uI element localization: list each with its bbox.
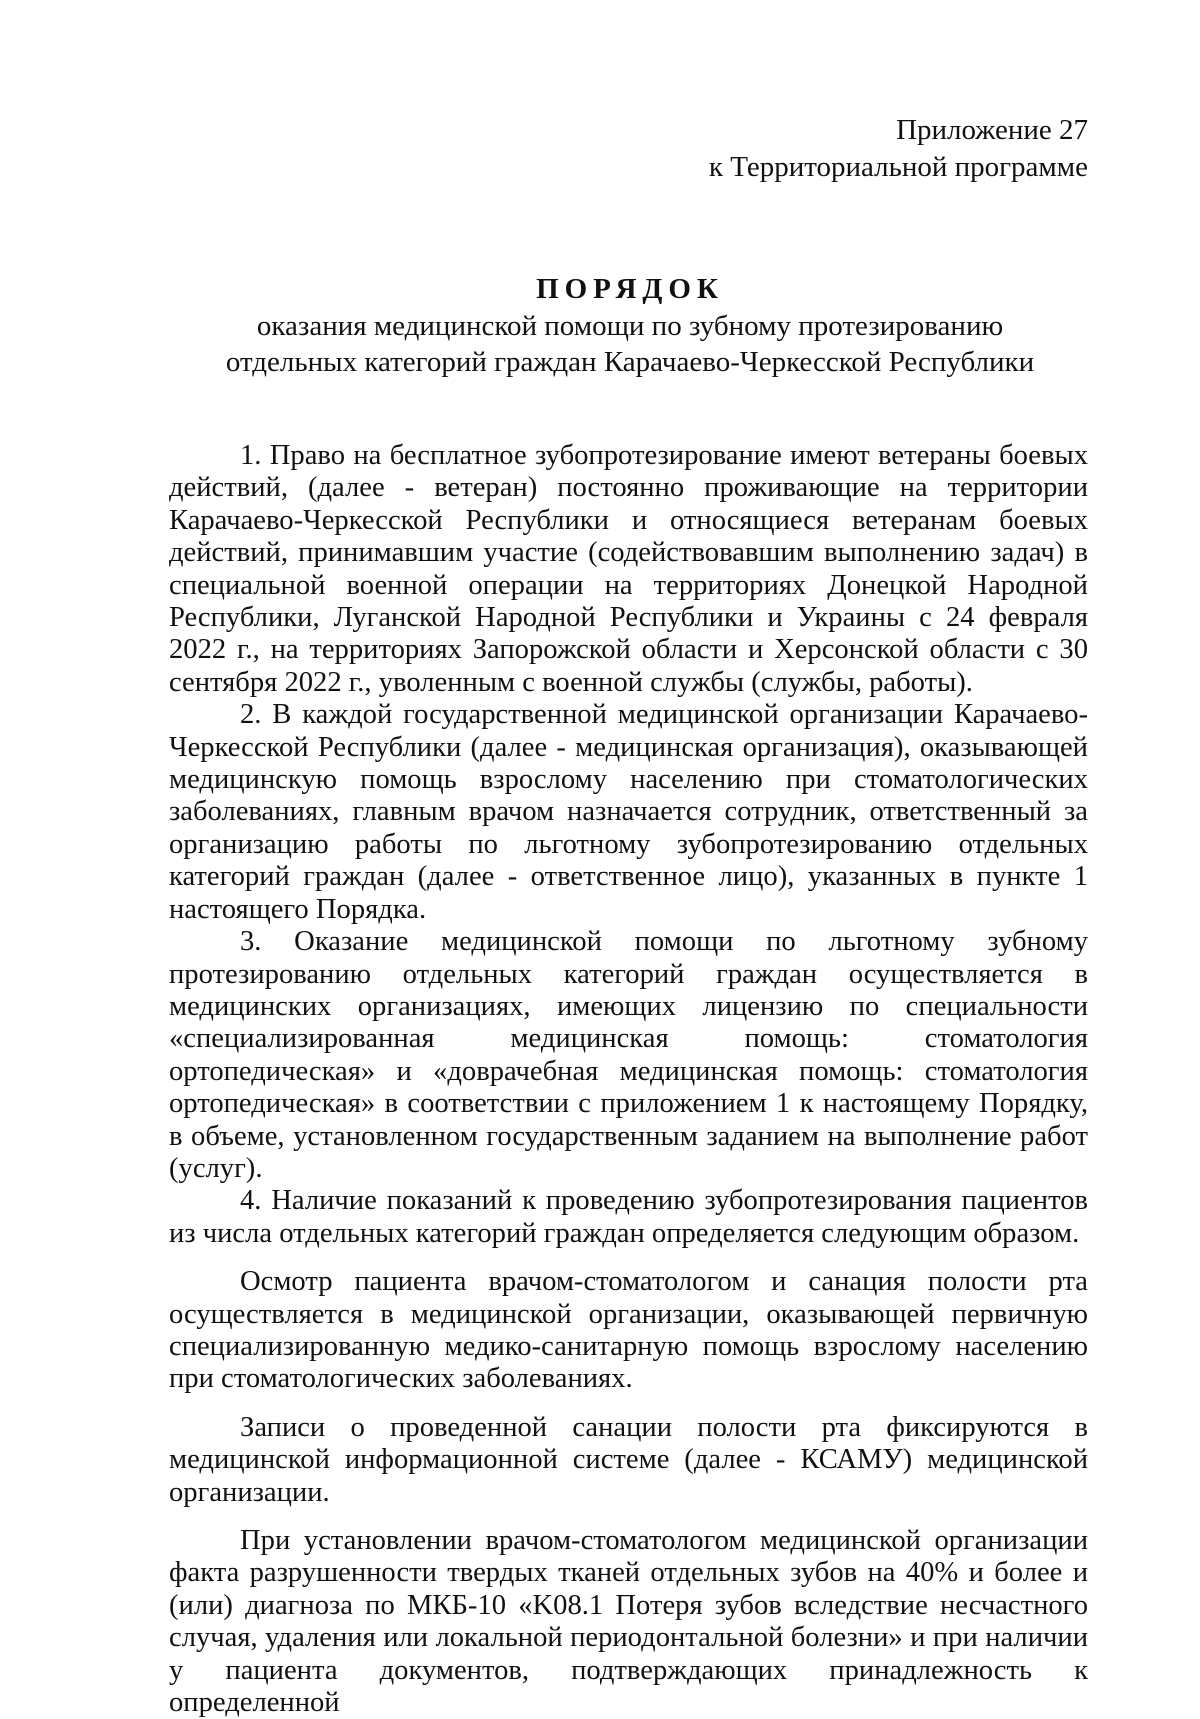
document-title: ПОРЯДОК <box>536 273 724 305</box>
paragraph-6: Записи о проведенной санации полости рта фиксируются в медицинской информационной системе (далее - КСАМУ) медицинской организации. <box>169 1411 1088 1508</box>
paragraph-5: Осмотр пациента врачом-стоматологом и санация полости рта осуществляется в медицинской организации, оказывающей первичную специализированную медико-санитарную помощь взрослому населению при стоматологических заболеваниях. <box>169 1266 1088 1395</box>
paragraph-2: 2. В каждой государственной медицинской организации Карачаево-Черкесской Республики (далее - медицинская организация), оказывающей медицинскую помощь взрослому населению при стоматологических заболеваниях, главным врачом назначается сотрудник, ответственный за организацию работы по льготному зубопротезированию отдельных категорий граждан (далее - ответственное лицо), указанных в пункте 1 настоящего Порядка. <box>169 699 1088 925</box>
appendix-reference <box>709 112 1088 186</box>
document-subtitle-line-1: оказания медицинской помощи по зубному протезированию <box>256 310 1004 342</box>
paragraph-4: 4. Наличие показаний к проведению зубопротезирования пациентов из числа отдельных категорий граждан определяется следующим образом. <box>169 1185 1088 1249</box>
appendix-number: Приложение 27 <box>896 114 1088 146</box>
document-subtitle-line-2: отдельных категорий граждан Карачаево-Черкесской Республики <box>225 346 1035 378</box>
paragraph-3: 3. Оказание медицинской помощи по льготному зубному протезированию отдельных категорий граждан осуществляется в медицинских организациях, имеющих лицензию по специальности «специализированная медицинская помощь: стоматология ортопедическая» и «доврачебная медицинская помощь: стоматология ортопедическая» в соответствии с приложением 1 к настоящему Порядку, в объеме, установленном государственным заданием на выполнение работ (услуг). <box>169 926 1088 1184</box>
appendix-program: к Территориальной программе <box>708 151 1088 183</box>
paragraph-7: При установлении врачом-стоматологом медицинской организации факта разрушенности твердых тканей отдельных зубов на 40% и более и (или) диагноза по МКБ-10 «K08.1 Потеря зубов вследствие несчастного случая, удаления или локальной периодонтальной болезни» и при наличии у пациента документов, подтверждающих принадлежность к определенной <box>169 1525 1088 1719</box>
title-block <box>0 270 1200 380</box>
paragraph-1: 1. Право на бесплатное зубопротезирование имеют ветераны боевых действий, (далее - ветеран) постоянно проживающие на территории Карачаево-Черкесской Республики и относящиеся ветеранам боевых действий, принимавшим участие (содействовавшим выполнению задач) в специальной военной операции на территориях Донецкой Народной Республики, Луганской Народной Республики и Украины с 24 февраля 2022 г., на территориях Запорожской области и Херсонской области с 30 сентября 2022 г., уволенным с военной службы (службы, работы). <box>169 440 1088 698</box>
document-body <box>169 440 1088 1719</box>
